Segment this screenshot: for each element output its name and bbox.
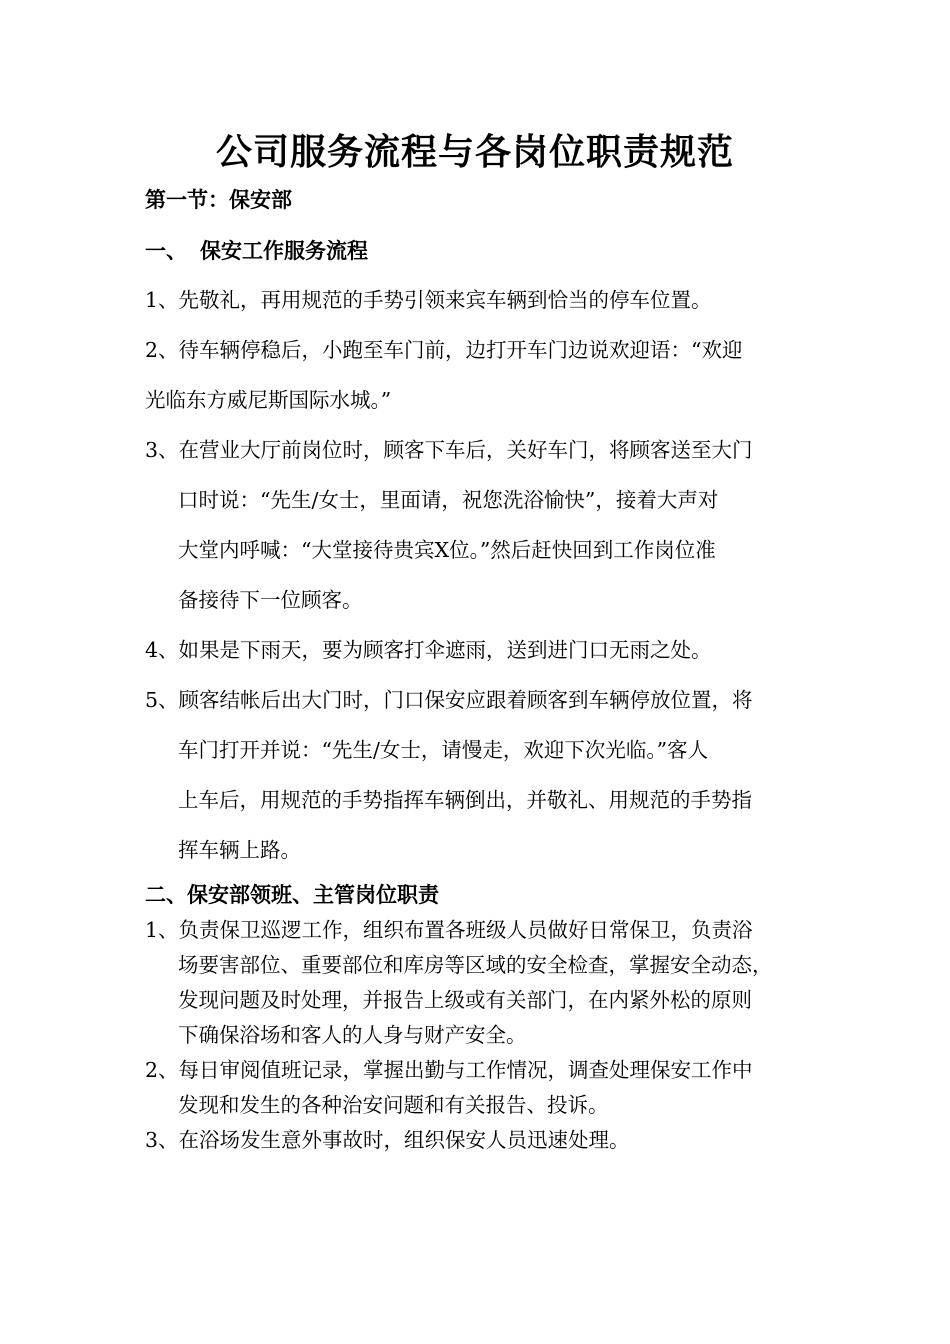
part1-heading: [145, 236, 368, 266]
part2-heading: 二、保安部领班、主管岗位职责: [145, 882, 439, 907]
paragraph-line: 车门打开并说：“先生/女士，请慢走，欢迎下次光临。”客人: [178, 738, 709, 762]
part1-item-3: [145, 425, 825, 625]
paragraph-line: 1、负责保卫巡逻工作，组织布置各班级人员做好日常保卫，负责浴: [145, 918, 753, 942]
paragraph-line: 大堂内呼喊：“大堂接待贵宾X位。”然后赶快回到工作岗位准: [178, 538, 716, 562]
document-title: 公司服务流程与各岗位职责规范: [215, 131, 734, 173]
part2-item-3: [145, 1123, 825, 1158]
paragraph-line: 5、顾客结帐后出大门时，门口保安应跟着顾客到车辆停放位置，将: [145, 688, 753, 712]
part1-item-4: [145, 625, 825, 675]
paragraph-line: 1、先敬礼，再用规范的手势引领来宾车辆到恰当的停车位置。: [145, 288, 712, 312]
paragraph-line: 场要害部位、重要部位和库房等区域的安全检查，掌握安全动态，: [178, 953, 773, 977]
paragraph-line: 3、在浴场发生意外事故时，组织保安人员迅速处理。: [145, 1128, 630, 1152]
paragraph-line: 备接待下一位顾客。: [178, 588, 363, 612]
paragraph-line: 上车后，用规范的手势指挥车辆倒出，并敬礼、用规范的手势指: [178, 788, 752, 812]
paragraph-line: 2、待车辆停稳后，小跑至车门前，边打开车门边说欢迎语：“欢迎: [145, 338, 743, 362]
part1-item-1: [145, 275, 825, 325]
paragraph-line: 3、在营业大厅前岗位时，顾客下车后，关好车门，将顾客送至大门: [145, 438, 753, 462]
paragraph-line: 发现问题及时处理，并报告上级或有关部门，在内紧外松的原则: [178, 988, 752, 1012]
paragraph-line: 2、每日审阅值班记录，掌握出勤与工作情况，调查处理保安工作中: [145, 1058, 753, 1082]
part1-item-2: [145, 325, 825, 425]
part2-item-2: [145, 1053, 825, 1123]
paragraph-line: 口时说：“先生/女士，里面请，祝您洗浴愉快”，接着大声对: [178, 488, 719, 512]
paragraph-line: 挥车辆上路。: [178, 838, 301, 862]
part1-number: 一、: [145, 238, 187, 263]
part1-title: 保安工作服务流程: [200, 238, 368, 263]
part1-item-5: [145, 675, 825, 875]
paragraph-line: 发现和发生的各种治安问题和有关报告、投诉。: [178, 1093, 609, 1117]
section-heading: 第一节：保安部: [145, 187, 292, 212]
paragraph-line: 下确保浴场和客人的人身与财产安全。: [178, 1023, 527, 1047]
paragraph-line: 4、如果是下雨天，要为顾客打伞遮雨，送到进门口无雨之处。: [145, 638, 712, 662]
paragraph-line: 光临东方威尼斯国际水城。”: [145, 388, 392, 412]
part2-item-1: [145, 913, 825, 1053]
